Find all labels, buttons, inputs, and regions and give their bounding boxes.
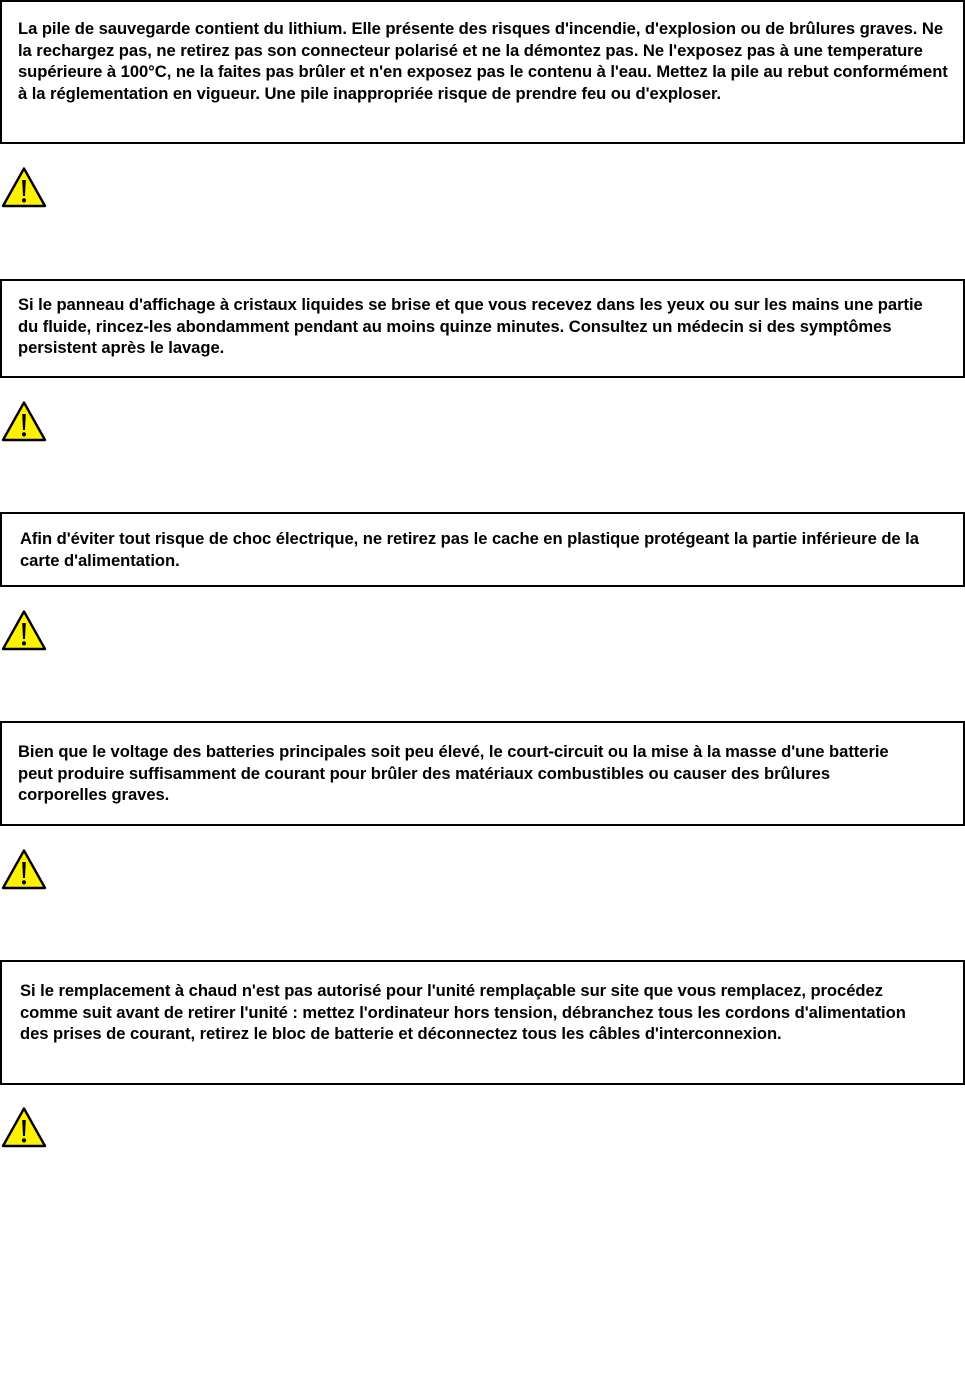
caution-notice-hot-swap	[0, 960, 965, 1085]
warning-triangle-icon	[1, 1106, 47, 1148]
warning-triangle-icon	[1, 166, 47, 208]
warning-triangle-icon	[1, 848, 47, 890]
notice-text: Si le remplacement à chaud n'est pas autorisé pour l'unité remplaçable sur site que vous remplacez, procédez comme suit avant de retirer l'unité : mettez l'ordinateur hors tension, débranchez tous les cordons d'alimentation des prises de courant, retirez le bloc de batterie et déconnectez tous les câbles d'interconnexion.	[20, 981, 906, 1044]
caution-notice-power-board	[0, 512, 965, 587]
notice-text: Afin d'éviter tout risque de choc électrique, ne retirez pas le cache en plastique protégeant la partie inférieure de la carte d'alimentation.	[20, 529, 919, 570]
caution-notice-lithium-battery	[0, 0, 965, 144]
notice-text: Bien que le voltage des batteries principales soit peu élevé, le court-circuit ou la mise à la masse d'une batterie peut produire suffisamment de courant pour brûler des matériaux combustibles ou causer des brûlures corporelles graves.	[18, 742, 889, 805]
warning-triangle-icon	[1, 609, 47, 651]
caution-notice-lcd-panel	[0, 279, 965, 378]
warning-triangle-icon	[1, 400, 47, 442]
notice-text: La pile de sauvegarde contient du lithium. Elle présente des risques d'incendie, d'explosion ou de brûlures graves. Ne la rechargez pas, ne retirez pas son connecteur polarisé et ne la démontez pas. Ne l'exposez pas à une temperature supérieure à 100°C, ne la faites pas brûler et n'en exposez pas le contenu à l'eau. Mettez la pile au rebut conformément à la réglementation en vigueur. Une pile inappropriée risque de prendre feu ou d'exploser.	[18, 19, 948, 103]
notice-text: Si le panneau d'affichage à cristaux liquides se brise et que vous recevez dans les yeux ou sur les mains une partie du fluide, rincez-les abondamment pendant au moins quinze minutes. Consultez un médecin si des symptômes persistent après le lavage.	[18, 295, 923, 358]
caution-notice-main-battery	[0, 721, 965, 826]
